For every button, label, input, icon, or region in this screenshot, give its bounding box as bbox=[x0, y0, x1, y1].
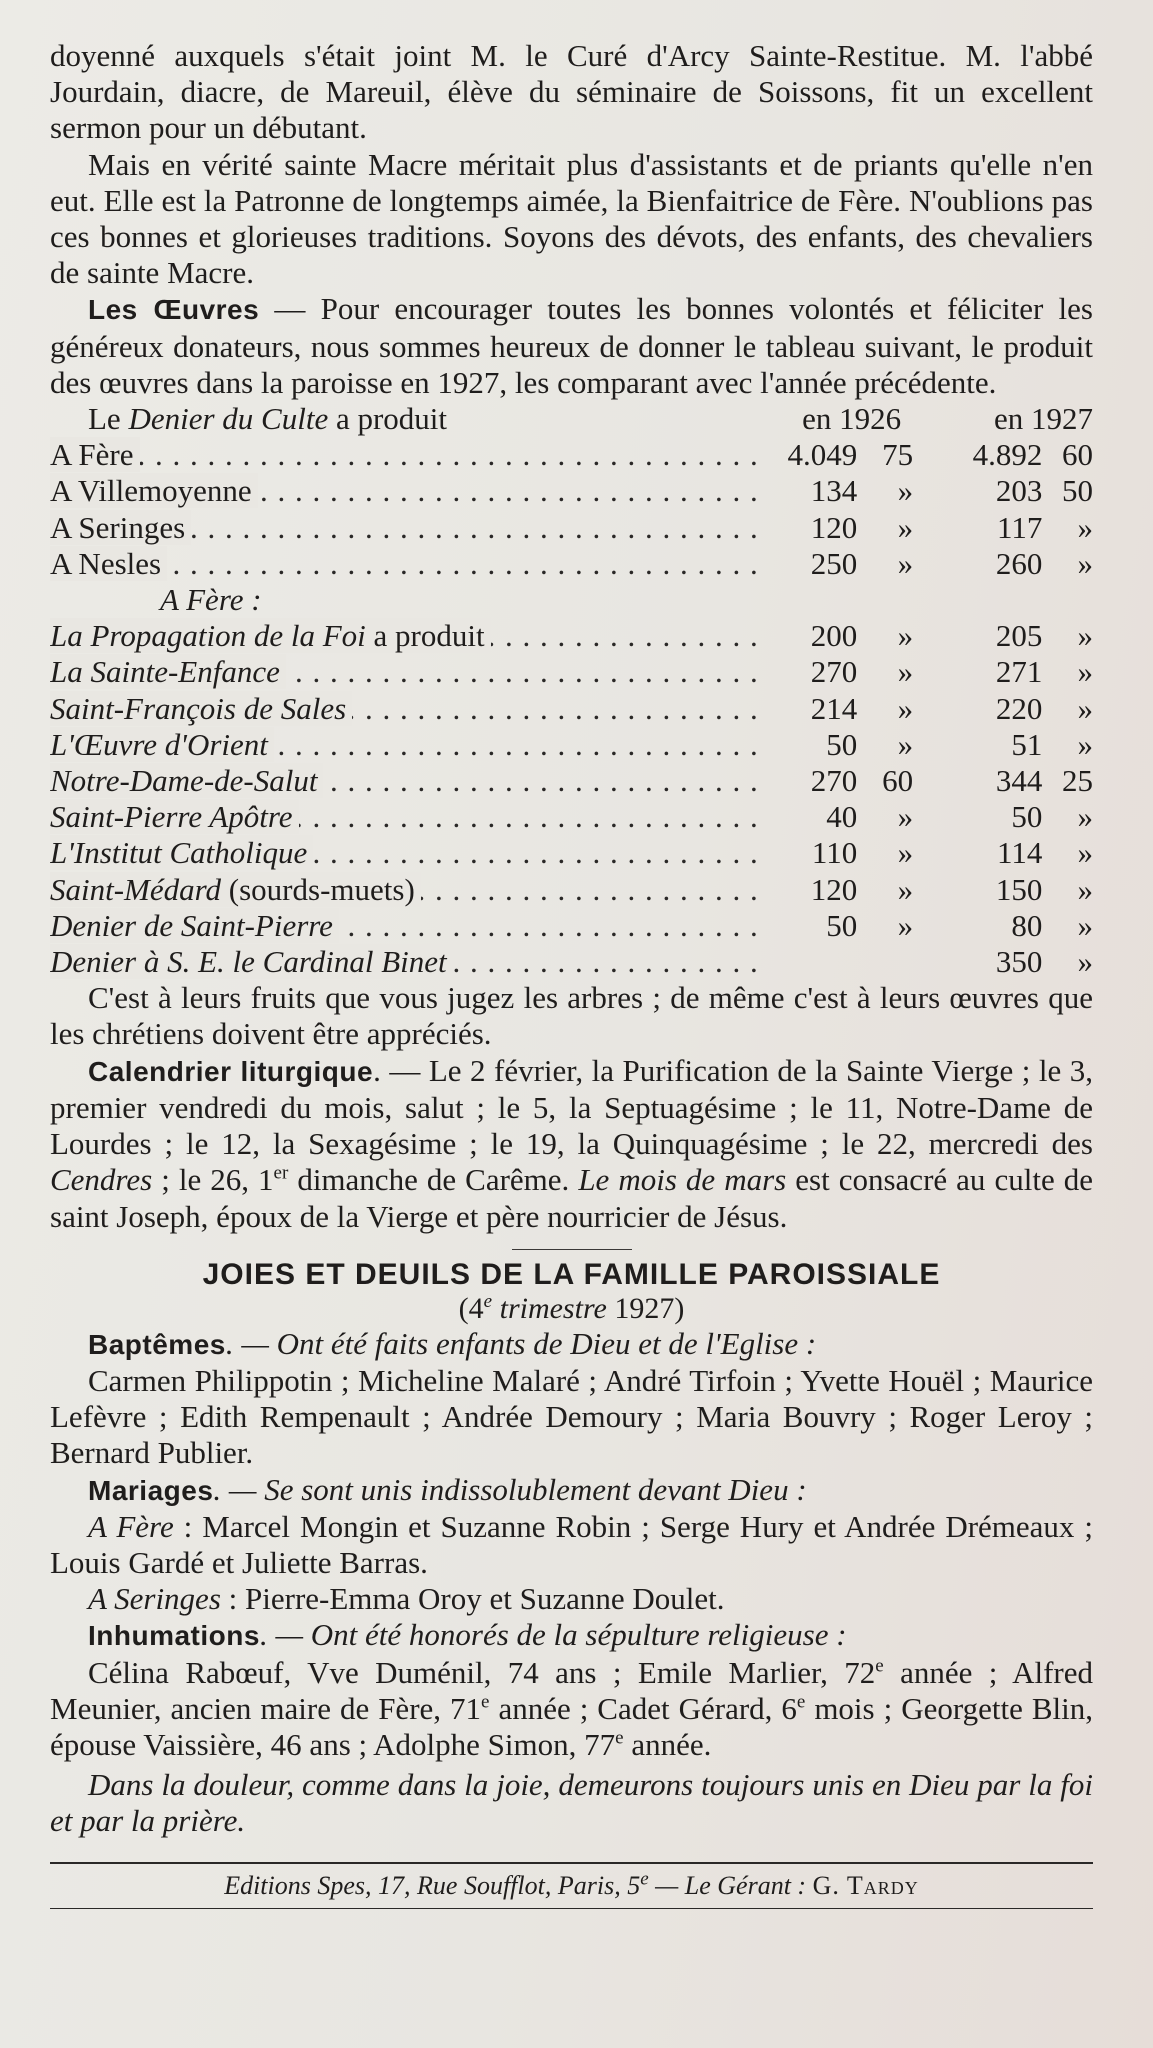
table-row bbox=[50, 510, 1093, 546]
value-1927: 51 bbox=[1011, 726, 1043, 762]
table-row bbox=[50, 835, 1093, 871]
table-row bbox=[50, 546, 1093, 582]
table-row bbox=[50, 908, 1093, 944]
row-label: Notre-Dame-de-Salut . . . bbox=[50, 763, 766, 799]
cents-1926: » bbox=[897, 799, 914, 835]
cents-1927: » bbox=[1077, 654, 1093, 690]
column-1927: en 1927 bbox=[993, 401, 1093, 437]
cents-1926: » bbox=[897, 618, 914, 654]
cents-1927: » bbox=[1077, 907, 1093, 943]
row-label: La Propagation de la Foi a produit . . . bbox=[50, 618, 766, 654]
cents-1926: 60 bbox=[882, 763, 914, 799]
cents-1926: » bbox=[897, 871, 914, 907]
table-row bbox=[50, 944, 1093, 980]
value-1927: 4.892 bbox=[972, 437, 1043, 473]
table-row bbox=[50, 618, 1093, 654]
denier-header-label: Le Denier du Culte a produit bbox=[88, 401, 448, 437]
fere-subheading-row bbox=[50, 582, 1093, 618]
famille-closing: Dans la douleur, comme dans la joie, demeurons toujours unis en Dieu par la foi et par la prière. bbox=[50, 1767, 1093, 1839]
value-1926: 214 bbox=[810, 690, 858, 726]
cents-1927: 25 bbox=[1062, 763, 1093, 799]
row-label: Saint-François de Sales . . . bbox=[50, 691, 766, 727]
inhumations-heading: Inhumations bbox=[88, 1620, 260, 1652]
calendrier-heading: Calendrier liturgique bbox=[88, 1055, 374, 1087]
value-1926: 110 bbox=[811, 835, 858, 871]
value-1926: 270 bbox=[810, 763, 858, 799]
cents-1927: » bbox=[1077, 690, 1093, 726]
row-label: A Nesles . . . bbox=[50, 546, 766, 582]
footer-rule-bottom bbox=[50, 1908, 1093, 1909]
cents-1927: » bbox=[1077, 726, 1093, 762]
calendrier-paragraph: Calendrier liturgique. — Le 2 février, la Purification de la Sainte Vierge ; le 3, premier vendredi du mois, salut ; le 5, la Septuagésime ; le 11, Notre-Dame de Lourdes ; le 12, la Sexagésime ; le 19, la Quinquagésime ; le 22, mercredi des Cendres ; le 26, 1er dimanche de Carême. Le mois de mars est consacré au culte de saint Joseph, époux de la Vierge et père nourricier de Jésus. bbox=[50, 1052, 1094, 1234]
table-row bbox=[50, 691, 1093, 727]
cents-1926 bbox=[857, 944, 931, 980]
inhumations-intro: Inhumations. — Ont été honorés de la sépulture religieuse : bbox=[88, 1617, 847, 1653]
value-1927: 117 bbox=[997, 509, 1043, 545]
section-divider bbox=[512, 1249, 632, 1250]
row-label: A Villemoyenne . . . bbox=[50, 473, 766, 509]
fere-subheading: A Fère : bbox=[160, 582, 262, 618]
mariages-heading: Mariages bbox=[88, 1474, 214, 1506]
value-1926: 40 bbox=[826, 799, 858, 835]
cents-1926: 75 bbox=[882, 437, 914, 473]
value-1927: 80 bbox=[1011, 907, 1043, 943]
value-1926: 200 bbox=[810, 618, 858, 654]
table-row bbox=[50, 437, 1093, 473]
value-1927: 260 bbox=[995, 545, 1043, 581]
footer-imprint: Editions Spes, 17, Rue Soufflot, Paris, 5e — Le Gérant : G. Tardy bbox=[224, 1867, 919, 1900]
baptemes-intro: Baptêmes. — Ont été faits enfants de Dieu et de l'Eglise : bbox=[88, 1325, 817, 1361]
oeuvres-paragraph bbox=[50, 291, 1093, 401]
value-1927: 344 bbox=[995, 763, 1043, 799]
cents-1927: » bbox=[1077, 545, 1093, 581]
value-1926: 120 bbox=[810, 871, 858, 907]
inhumations-names: Célina Rabœuf, Vve Duménil, 74 ans ; Emile Marlier, 72e année ; Alfred Meunier, ancien maire de Fère, 71e année ; Cadet Gérard, 6e mois ; Georgette Blin, épouse Vaissière, 46 ans ; Adolphe Simon, 77e année. bbox=[50, 1654, 1093, 1762]
value-1927: 220 bbox=[995, 690, 1043, 726]
oeuvres-closing: C'est à leurs fruits que vous jugez les arbres ; de même c'est à leurs œuvres que les chrétiens doivent être appréciés. bbox=[50, 980, 1093, 1052]
value-1927: 50 bbox=[1011, 799, 1043, 835]
table-row bbox=[50, 654, 1093, 690]
value-1927: 114 bbox=[997, 835, 1043, 871]
baptemes-names: Carmen Philippotin ; Micheline Malaré ; André Tirfoin ; Yvette Houël ; Maurice Lefèvre ; Edith Rempenault ; Andrée Demoury ; Maria Bouvry ; Roger Leroy ; Bernard Publier. bbox=[50, 1362, 1093, 1471]
famille-title: JOIES ET DEUILS DE LA FAMILLE PAROISSIALE bbox=[202, 1257, 941, 1291]
baptemes-heading: Baptêmes bbox=[88, 1328, 226, 1360]
famille-subtitle: (4e trimestre 1927) bbox=[458, 1290, 685, 1325]
value-1926: 50 bbox=[826, 726, 858, 762]
value-1926: 270 bbox=[810, 654, 858, 690]
value-1926: 134 bbox=[810, 473, 858, 509]
row-label: La Sainte-Enfance . . . bbox=[50, 654, 766, 690]
row-label: L'Œuvre d'Orient . . . bbox=[50, 727, 766, 763]
row-label: Denier à S. E. le Cardinal Binet . . . bbox=[50, 944, 766, 980]
mariages-intro: Mariages. — Se sont unis indissolublement devant Dieu : bbox=[88, 1471, 807, 1507]
table-row bbox=[50, 473, 1093, 509]
cents-1927: 60 bbox=[1062, 437, 1093, 473]
row-label: L'Institut Catholique . . . bbox=[50, 835, 766, 871]
cents-1927: » bbox=[1077, 509, 1093, 545]
cents-1926: » bbox=[897, 690, 914, 726]
value-1927: 271 bbox=[995, 654, 1043, 690]
value-1926 bbox=[766, 944, 857, 980]
cents-1927: » bbox=[1077, 944, 1093, 980]
mariages-seringes: A Seringes : Pierre-Emma Oroy et Suzanne Doulet. bbox=[88, 1581, 725, 1617]
value-1927: 150 bbox=[995, 871, 1043, 907]
row-label: Saint-Médard (sourds-muets) . . . bbox=[50, 872, 766, 908]
cents-1927: » bbox=[1077, 835, 1093, 871]
table-row bbox=[50, 763, 1093, 799]
mariages-fere: A Fère : Marcel Mongin et Suzanne Robin ; Serge Hury et Andrée Drémeaux ; Louis Gardé et Juliette Barras. bbox=[50, 1508, 1093, 1580]
footer-rule-top bbox=[50, 1862, 1093, 1864]
row-label: Denier de Saint-Pierre . . . bbox=[50, 908, 766, 944]
table-header-row bbox=[50, 401, 1093, 437]
cents-1926: » bbox=[897, 473, 914, 509]
value-1926: 4.049 bbox=[787, 437, 858, 473]
work-rows bbox=[50, 618, 1093, 980]
cents-1927: » bbox=[1077, 871, 1093, 907]
value-1926: 250 bbox=[810, 545, 858, 581]
oeuvres-text: — Pour encourager toutes les bonnes volontés et féliciter les généreux donateurs, nous sommes heureux de donner le tableau suivant, le produit des œuvres dans la paroisse en 1927, les comparant avec l'année précédente. bbox=[50, 291, 1093, 400]
value-1926: 50 bbox=[826, 907, 858, 943]
oeuvres-table bbox=[50, 401, 1093, 980]
cents-1926: » bbox=[897, 835, 914, 871]
column-1926: en 1926 bbox=[802, 401, 902, 437]
intro-paragraph: doyenné auxquels s'était joint M. le Curé d'Arcy Sainte-Restitue. M. l'abbé Jourdain, diacre, de Mareuil, élève du séminaire de Soissons, fit un excellent sermon pour un débutant. bbox=[50, 38, 1093, 146]
cents-1926: » bbox=[897, 545, 914, 581]
cents-1926: » bbox=[897, 907, 914, 943]
table-row bbox=[50, 799, 1093, 835]
cents-1927: » bbox=[1077, 799, 1093, 835]
value-1927: 205 bbox=[995, 618, 1043, 654]
oeuvres-heading: Les Œuvres bbox=[88, 294, 260, 326]
cents-1927: 50 bbox=[1062, 473, 1093, 509]
table-row bbox=[50, 872, 1093, 908]
table-row bbox=[50, 727, 1093, 763]
value-1927: 350 bbox=[995, 944, 1043, 980]
denier-rows bbox=[50, 437, 1093, 582]
row-label: A Seringes . . . bbox=[50, 510, 766, 546]
sainte-macre-paragraph: Mais en vérité sainte Macre méritait plus d'assistants et de priants qu'elle n'en eut. Elle est la Patronne de longtemps aimée, la Bienfaitrice de Fère. N'oublions pas ces bonnes et glorieuses traditions. Soyons des dévots, des enfants, des chevaliers de sainte Macre. bbox=[50, 146, 1093, 291]
value-1926: 120 bbox=[810, 509, 858, 545]
row-label: A Fère . . . bbox=[50, 437, 766, 473]
value-1927: 203 bbox=[995, 473, 1043, 509]
cents-1926: » bbox=[897, 654, 914, 690]
row-label: Saint-Pierre Apôtre . . . bbox=[50, 799, 766, 835]
cents-1926: » bbox=[897, 509, 914, 545]
cents-1926: » bbox=[897, 726, 914, 762]
cents-1927: » bbox=[1077, 618, 1093, 654]
